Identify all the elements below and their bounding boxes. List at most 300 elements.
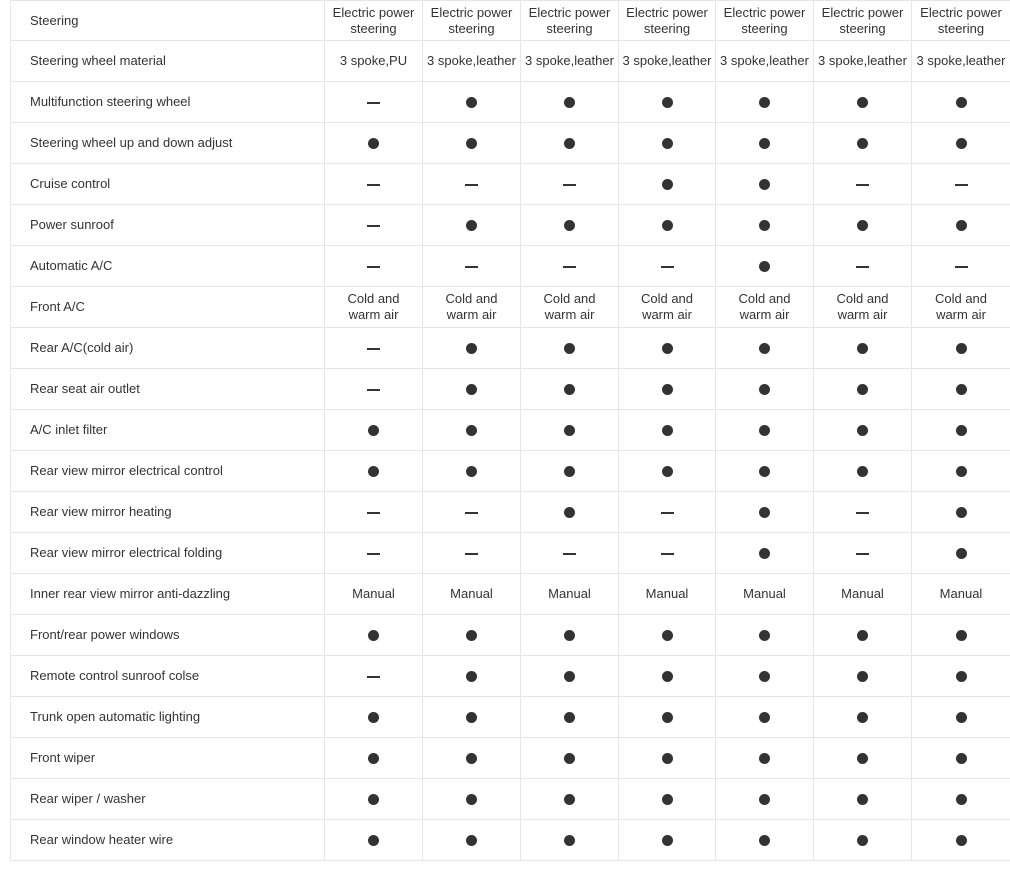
filled-circle-icon bbox=[956, 97, 967, 108]
filled-circle-icon bbox=[759, 466, 770, 477]
value-cell bbox=[423, 820, 521, 861]
value-cell bbox=[912, 82, 1010, 123]
feature-label: Rear seat air outlet bbox=[11, 369, 325, 410]
filled-circle-icon bbox=[857, 835, 868, 846]
value-cell bbox=[325, 205, 423, 246]
value-cell bbox=[716, 574, 814, 615]
value-cell bbox=[325, 492, 423, 533]
value-cell bbox=[619, 656, 716, 697]
filled-circle-icon bbox=[662, 179, 673, 190]
value-cell bbox=[814, 287, 912, 328]
filled-circle-icon bbox=[368, 794, 379, 805]
value-cell bbox=[423, 205, 521, 246]
value-cell bbox=[716, 287, 814, 328]
dash-icon bbox=[367, 389, 380, 391]
table-row bbox=[11, 328, 1010, 369]
value-cell bbox=[521, 451, 619, 492]
value-text: Manual bbox=[841, 586, 884, 602]
value-cell bbox=[716, 41, 814, 82]
value-cell bbox=[716, 533, 814, 574]
filled-circle-icon bbox=[956, 712, 967, 723]
filled-circle-icon bbox=[564, 466, 575, 477]
value-cell bbox=[716, 820, 814, 861]
dash-icon bbox=[856, 553, 869, 555]
table-row bbox=[11, 369, 1010, 410]
filled-circle-icon bbox=[466, 220, 477, 231]
value-cell bbox=[423, 410, 521, 451]
table-row bbox=[11, 41, 1010, 82]
value-cell bbox=[423, 779, 521, 820]
value-cell bbox=[619, 820, 716, 861]
filled-circle-icon bbox=[857, 97, 868, 108]
feature-label: Power sunroof bbox=[11, 205, 325, 246]
feature-label: Rear view mirror electrical folding bbox=[11, 533, 325, 574]
value-cell bbox=[912, 533, 1010, 574]
filled-circle-icon bbox=[759, 671, 770, 682]
value-cell bbox=[912, 656, 1010, 697]
value-cell bbox=[814, 820, 912, 861]
value-cell bbox=[619, 574, 716, 615]
filled-circle-icon bbox=[956, 794, 967, 805]
value-cell bbox=[619, 328, 716, 369]
value-cell bbox=[912, 369, 1010, 410]
value-cell bbox=[912, 123, 1010, 164]
table-row bbox=[11, 123, 1010, 164]
value-cell bbox=[716, 615, 814, 656]
feature-label: Front A/C bbox=[11, 287, 325, 328]
value-cell bbox=[619, 82, 716, 123]
value-cell bbox=[619, 164, 716, 205]
value-cell bbox=[325, 738, 423, 779]
value-cell bbox=[423, 82, 521, 123]
filled-circle-icon bbox=[466, 630, 477, 641]
table-row bbox=[11, 164, 1010, 205]
feature-label: A/C inlet filter bbox=[11, 410, 325, 451]
value-cell bbox=[814, 328, 912, 369]
filled-circle-icon bbox=[857, 384, 868, 395]
feature-label: Steering wheel material bbox=[11, 41, 325, 82]
value-cell bbox=[814, 451, 912, 492]
value-cell bbox=[423, 533, 521, 574]
filled-circle-icon bbox=[466, 97, 477, 108]
filled-circle-icon bbox=[662, 753, 673, 764]
filled-circle-icon bbox=[759, 794, 770, 805]
value-cell bbox=[814, 164, 912, 205]
filled-circle-icon bbox=[466, 671, 477, 682]
filled-circle-icon bbox=[662, 466, 673, 477]
value-cell bbox=[716, 82, 814, 123]
value-cell bbox=[912, 574, 1010, 615]
value-cell bbox=[814, 205, 912, 246]
value-cell bbox=[619, 451, 716, 492]
value-cell bbox=[423, 738, 521, 779]
value-cell bbox=[423, 287, 521, 328]
filled-circle-icon bbox=[662, 630, 673, 641]
value-cell bbox=[325, 287, 423, 328]
filled-circle-icon bbox=[368, 753, 379, 764]
feature-label: Rear view mirror heating bbox=[11, 492, 325, 533]
value-cell bbox=[716, 205, 814, 246]
value-cell bbox=[619, 697, 716, 738]
header-row bbox=[11, 1, 1010, 41]
value-cell bbox=[716, 164, 814, 205]
filled-circle-icon bbox=[759, 835, 770, 846]
value-cell bbox=[619, 369, 716, 410]
filled-circle-icon bbox=[956, 220, 967, 231]
value-cell bbox=[423, 123, 521, 164]
filled-circle-icon bbox=[857, 671, 868, 682]
filled-circle-icon bbox=[759, 548, 770, 559]
value-cell bbox=[912, 820, 1010, 861]
value-cell bbox=[814, 656, 912, 697]
value-cell bbox=[716, 492, 814, 533]
value-text: 3 spoke,leather bbox=[916, 53, 1006, 69]
value-cell bbox=[521, 82, 619, 123]
filled-circle-icon bbox=[857, 466, 868, 477]
feature-label: Rear A/C(cold air) bbox=[11, 328, 325, 369]
value-cell bbox=[716, 1, 814, 41]
filled-circle-icon bbox=[759, 753, 770, 764]
feature-label: Rear window heater wire bbox=[11, 820, 325, 861]
dash-icon bbox=[367, 102, 380, 104]
value-cell bbox=[814, 1, 912, 41]
header-label: Steering bbox=[11, 1, 325, 41]
filled-circle-icon bbox=[956, 835, 967, 846]
filled-circle-icon bbox=[662, 343, 673, 354]
value-cell bbox=[619, 1, 716, 41]
feature-label: Steering wheel up and down adjust bbox=[11, 123, 325, 164]
dash-icon bbox=[955, 184, 968, 186]
dash-icon bbox=[367, 348, 380, 350]
value-cell bbox=[814, 738, 912, 779]
filled-circle-icon bbox=[956, 753, 967, 764]
filled-circle-icon bbox=[759, 261, 770, 272]
filled-circle-icon bbox=[368, 425, 379, 436]
filled-circle-icon bbox=[857, 425, 868, 436]
filled-circle-icon bbox=[564, 712, 575, 723]
value-cell bbox=[521, 492, 619, 533]
filled-circle-icon bbox=[857, 220, 868, 231]
value-cell bbox=[521, 820, 619, 861]
filled-circle-icon bbox=[857, 712, 868, 723]
filled-circle-icon bbox=[759, 343, 770, 354]
dash-icon bbox=[367, 512, 380, 514]
filled-circle-icon bbox=[564, 97, 575, 108]
value-text: 3 spoke,PU bbox=[339, 53, 408, 69]
filled-circle-icon bbox=[564, 835, 575, 846]
feature-label: Automatic A/C bbox=[11, 246, 325, 287]
filled-circle-icon bbox=[956, 466, 967, 477]
value-text: 3 spoke,leather bbox=[427, 53, 516, 69]
feature-label: Front wiper bbox=[11, 738, 325, 779]
feature-label: Trunk open automatic lighting bbox=[11, 697, 325, 738]
value-cell bbox=[521, 164, 619, 205]
value-cell bbox=[716, 656, 814, 697]
filled-circle-icon bbox=[857, 343, 868, 354]
filled-circle-icon bbox=[662, 835, 673, 846]
value-cell bbox=[814, 82, 912, 123]
value-cell bbox=[423, 451, 521, 492]
feature-label: Rear wiper / washer bbox=[11, 779, 325, 820]
value-cell bbox=[716, 697, 814, 738]
value-cell bbox=[619, 779, 716, 820]
filled-circle-icon bbox=[564, 794, 575, 805]
filled-circle-icon bbox=[759, 712, 770, 723]
table-body bbox=[11, 1, 1010, 861]
value-cell bbox=[521, 287, 619, 328]
dash-icon bbox=[367, 184, 380, 186]
table-row bbox=[11, 697, 1010, 738]
value-cell bbox=[716, 123, 814, 164]
value-cell bbox=[716, 328, 814, 369]
dash-icon bbox=[465, 184, 478, 186]
value-cell bbox=[325, 779, 423, 820]
filled-circle-icon bbox=[956, 343, 967, 354]
value-cell bbox=[423, 1, 521, 41]
dash-icon bbox=[465, 266, 478, 268]
value-text: Cold and warm air bbox=[836, 291, 889, 322]
value-text: Cold and warm air bbox=[640, 291, 694, 322]
value-cell bbox=[814, 123, 912, 164]
value-cell bbox=[619, 615, 716, 656]
dash-icon bbox=[563, 184, 576, 186]
value-cell bbox=[423, 41, 521, 82]
dash-icon bbox=[955, 266, 968, 268]
feature-label: Rear view mirror electrical control bbox=[11, 451, 325, 492]
dash-icon bbox=[661, 266, 674, 268]
value-cell bbox=[912, 246, 1010, 287]
value-cell bbox=[423, 328, 521, 369]
value-text: Electric power steering bbox=[626, 4, 708, 36]
dash-icon bbox=[661, 512, 674, 514]
value-cell bbox=[912, 41, 1010, 82]
filled-circle-icon bbox=[564, 343, 575, 354]
value-cell bbox=[716, 779, 814, 820]
value-cell bbox=[619, 41, 716, 82]
filled-circle-icon bbox=[857, 630, 868, 641]
value-cell bbox=[423, 369, 521, 410]
filled-circle-icon bbox=[466, 138, 477, 149]
value-text: Electric power steering bbox=[920, 4, 1002, 36]
value-text: Cold and warm air bbox=[543, 291, 596, 322]
value-cell bbox=[521, 205, 619, 246]
feature-label: Remote control sunroof colse bbox=[11, 656, 325, 697]
value-text: Manual bbox=[743, 586, 786, 602]
filled-circle-icon bbox=[956, 671, 967, 682]
feature-label: Multifunction steering wheel bbox=[11, 82, 325, 123]
value-cell bbox=[423, 615, 521, 656]
filled-circle-icon bbox=[662, 138, 673, 149]
value-cell bbox=[912, 287, 1010, 328]
value-cell bbox=[619, 287, 716, 328]
feature-label: Inner rear view mirror anti-dazzling bbox=[11, 574, 325, 615]
dash-icon bbox=[563, 266, 576, 268]
table-row bbox=[11, 820, 1010, 861]
value-cell bbox=[912, 328, 1010, 369]
table-row bbox=[11, 205, 1010, 246]
value-text: Electric power steering bbox=[528, 4, 611, 36]
value-text: Cold and warm air bbox=[347, 291, 400, 322]
value-cell bbox=[325, 574, 423, 615]
dash-icon bbox=[856, 266, 869, 268]
value-text: 3 spoke,leather bbox=[525, 53, 614, 69]
filled-circle-icon bbox=[956, 425, 967, 436]
value-cell bbox=[325, 410, 423, 451]
value-cell bbox=[521, 41, 619, 82]
value-cell bbox=[912, 410, 1010, 451]
dash-icon bbox=[856, 184, 869, 186]
value-cell bbox=[814, 41, 912, 82]
value-cell bbox=[521, 246, 619, 287]
table-row bbox=[11, 246, 1010, 287]
filled-circle-icon bbox=[368, 466, 379, 477]
value-cell bbox=[521, 779, 619, 820]
value-cell bbox=[325, 246, 423, 287]
value-cell bbox=[325, 82, 423, 123]
dash-icon bbox=[367, 225, 380, 227]
value-text: Cold and warm air bbox=[738, 291, 791, 322]
table-row bbox=[11, 492, 1010, 533]
value-cell bbox=[521, 615, 619, 656]
filled-circle-icon bbox=[564, 753, 575, 764]
table-row bbox=[11, 82, 1010, 123]
filled-circle-icon bbox=[368, 138, 379, 149]
value-text: 3 spoke,leather bbox=[818, 53, 907, 69]
value-cell bbox=[325, 369, 423, 410]
value-cell bbox=[423, 656, 521, 697]
value-cell bbox=[619, 410, 716, 451]
dash-icon bbox=[856, 512, 869, 514]
filled-circle-icon bbox=[759, 220, 770, 231]
value-cell bbox=[814, 615, 912, 656]
value-cell bbox=[619, 492, 716, 533]
filled-circle-icon bbox=[466, 753, 477, 764]
value-text: Electric power steering bbox=[430, 4, 513, 36]
filled-circle-icon bbox=[956, 507, 967, 518]
value-cell bbox=[814, 369, 912, 410]
value-text: Electric power steering bbox=[723, 4, 806, 36]
dash-icon bbox=[367, 553, 380, 555]
filled-circle-icon bbox=[662, 712, 673, 723]
dash-icon bbox=[563, 553, 576, 555]
filled-circle-icon bbox=[759, 97, 770, 108]
filled-circle-icon bbox=[662, 384, 673, 395]
value-text: Manual bbox=[450, 586, 493, 602]
value-cell bbox=[423, 246, 521, 287]
filled-circle-icon bbox=[466, 712, 477, 723]
filled-circle-icon bbox=[564, 507, 575, 518]
filled-circle-icon bbox=[857, 753, 868, 764]
table-row bbox=[11, 738, 1010, 779]
value-cell bbox=[912, 697, 1010, 738]
filled-circle-icon bbox=[759, 384, 770, 395]
value-cell bbox=[912, 451, 1010, 492]
filled-circle-icon bbox=[564, 671, 575, 682]
value-cell bbox=[814, 697, 912, 738]
value-cell bbox=[521, 533, 619, 574]
table-row bbox=[11, 287, 1010, 328]
filled-circle-icon bbox=[466, 835, 477, 846]
value-cell bbox=[521, 328, 619, 369]
value-cell bbox=[521, 410, 619, 451]
table-row bbox=[11, 451, 1010, 492]
value-cell bbox=[423, 164, 521, 205]
value-cell bbox=[325, 1, 423, 41]
value-cell bbox=[716, 410, 814, 451]
filled-circle-icon bbox=[857, 138, 868, 149]
value-cell bbox=[325, 533, 423, 574]
value-cell bbox=[423, 574, 521, 615]
filled-circle-icon bbox=[662, 97, 673, 108]
value-cell bbox=[325, 656, 423, 697]
filled-circle-icon bbox=[759, 425, 770, 436]
value-text: Electric power steering bbox=[821, 4, 904, 36]
value-cell bbox=[619, 738, 716, 779]
filled-circle-icon bbox=[368, 630, 379, 641]
value-cell bbox=[716, 369, 814, 410]
value-cell bbox=[325, 328, 423, 369]
value-cell bbox=[619, 246, 716, 287]
value-cell bbox=[521, 738, 619, 779]
filled-circle-icon bbox=[466, 466, 477, 477]
filled-circle-icon bbox=[759, 138, 770, 149]
filled-circle-icon bbox=[956, 138, 967, 149]
filled-circle-icon bbox=[857, 794, 868, 805]
value-cell bbox=[912, 779, 1010, 820]
value-text: Electric power steering bbox=[332, 4, 415, 36]
filled-circle-icon bbox=[662, 671, 673, 682]
value-cell bbox=[423, 492, 521, 533]
value-cell bbox=[716, 246, 814, 287]
value-cell bbox=[814, 410, 912, 451]
value-text: Manual bbox=[548, 586, 591, 602]
table-row bbox=[11, 410, 1010, 451]
feature-label: Cruise control bbox=[11, 164, 325, 205]
value-cell bbox=[912, 205, 1010, 246]
table-row bbox=[11, 615, 1010, 656]
filled-circle-icon bbox=[466, 343, 477, 354]
table-row bbox=[11, 779, 1010, 820]
filled-circle-icon bbox=[466, 794, 477, 805]
feature-label: Front/rear power windows bbox=[11, 615, 325, 656]
dash-icon bbox=[661, 553, 674, 555]
filled-circle-icon bbox=[956, 384, 967, 395]
filled-circle-icon bbox=[956, 630, 967, 641]
value-cell bbox=[619, 205, 716, 246]
value-cell bbox=[521, 1, 619, 41]
value-cell bbox=[325, 451, 423, 492]
value-cell bbox=[912, 1, 1010, 41]
value-cell bbox=[814, 246, 912, 287]
value-cell bbox=[325, 615, 423, 656]
value-cell bbox=[814, 533, 912, 574]
filled-circle-icon bbox=[662, 220, 673, 231]
filled-circle-icon bbox=[466, 425, 477, 436]
value-cell bbox=[619, 533, 716, 574]
filled-circle-icon bbox=[759, 630, 770, 641]
value-cell bbox=[814, 574, 912, 615]
value-cell bbox=[716, 738, 814, 779]
value-cell bbox=[619, 123, 716, 164]
filled-circle-icon bbox=[564, 425, 575, 436]
dash-icon bbox=[367, 266, 380, 268]
value-cell bbox=[912, 615, 1010, 656]
value-cell bbox=[325, 164, 423, 205]
filled-circle-icon bbox=[662, 794, 673, 805]
filled-circle-icon bbox=[759, 507, 770, 518]
filled-circle-icon bbox=[956, 548, 967, 559]
value-text: Manual bbox=[645, 586, 689, 602]
